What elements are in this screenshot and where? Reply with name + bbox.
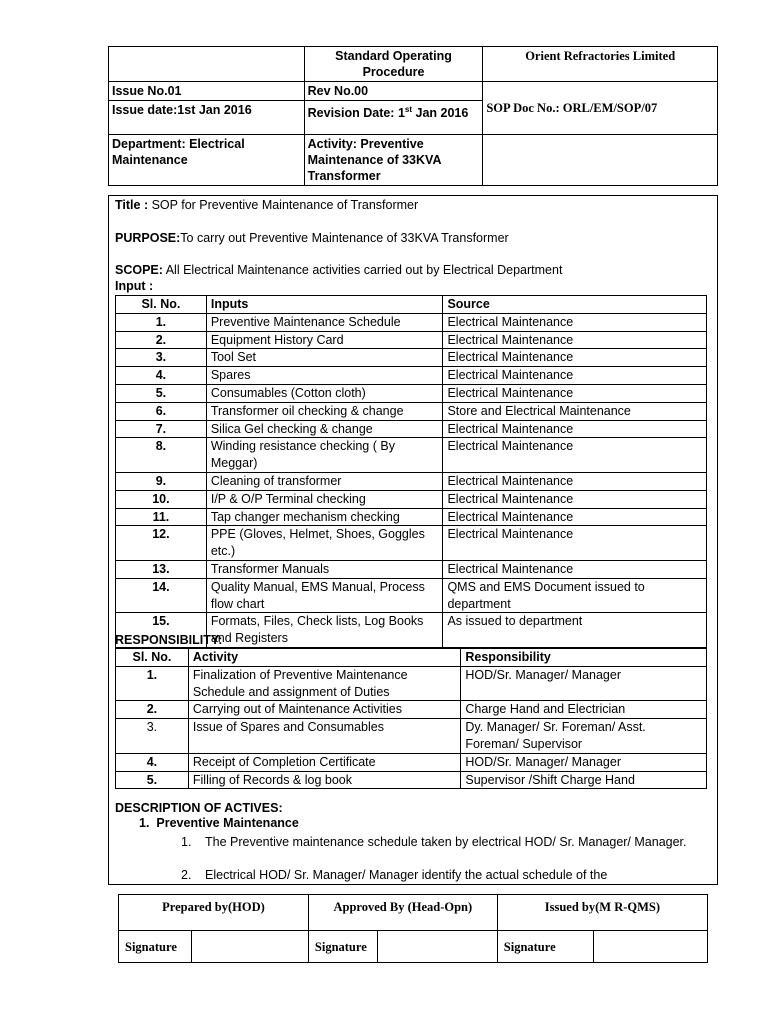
signature-field-prepared[interactable]: [192, 931, 309, 963]
header-table: [108, 46, 718, 186]
description-label: DESCRIPTION OF ACTIVES:: [115, 801, 283, 815]
serial-cell: 14.: [116, 578, 207, 613]
column-header: Sl. No.: [116, 649, 189, 667]
input-cell: Cleaning of transformer: [206, 472, 443, 490]
serial-cell: 5.: [116, 771, 189, 789]
issue-no: Issue No.01: [109, 82, 305, 101]
sop-doc-no: SOP Doc No.: ORL/EM/SOP/07: [483, 82, 718, 135]
input-cell: I/P & O/P Terminal checking: [206, 490, 443, 508]
responsibility-cell: HOD/Sr. Manager/ Manager: [461, 753, 707, 771]
table-row: [116, 402, 707, 420]
title-line: Title : SOP for Preventive Maintenance of Transformer: [115, 198, 419, 212]
activity-cell: Receipt of Completion Certificate: [188, 753, 461, 771]
serial-cell: 1.: [116, 313, 207, 331]
approved-by-label: Approved By (Head-Opn): [308, 895, 497, 931]
column-header: Sl. No.: [116, 296, 207, 314]
input-cell: Quality Manual, EMS Manual, Process flow chart: [206, 578, 443, 613]
responsibility-cell: Supervisor /Shift Charge Hand: [461, 771, 707, 789]
serial-cell: 3.: [116, 349, 207, 367]
input-cell: Formats, Files, Check lists, Log Books and Registers: [206, 613, 443, 648]
table-row: [116, 438, 707, 473]
serial-cell: 2.: [116, 331, 207, 349]
source-cell: Electrical Maintenance: [443, 313, 707, 331]
activity-cell: Issue of Spares and Consumables: [188, 719, 461, 754]
responsibility-cell: Dy. Manager/ Sr. Foreman/ Asst. Foreman/ Supervisor: [461, 719, 707, 754]
serial-cell: 1.: [116, 666, 189, 701]
serial-cell: 4.: [116, 367, 207, 385]
revision-date: Revision Date: 1st Jan 2016: [304, 101, 483, 135]
source-cell: Electrical Maintenance: [443, 508, 707, 526]
serial-cell: 9.: [116, 472, 207, 490]
company-name: Orient Refractories Limited: [483, 47, 718, 82]
source-cell: Electrical Maintenance: [443, 367, 707, 385]
source-cell: Store and Electrical Maintenance: [443, 402, 707, 420]
inputs-header-row: [116, 296, 707, 314]
input-cell: Silica Gel checking & change: [206, 420, 443, 438]
serial-cell: 7.: [116, 420, 207, 438]
source-cell: Electrical Maintenance: [443, 420, 707, 438]
responsibility-header-row: [116, 649, 707, 667]
responsibility-cell: HOD/Sr. Manager/ Manager: [461, 666, 707, 701]
serial-cell: 11.: [116, 508, 207, 526]
table-row: [116, 526, 707, 561]
approval-table: [118, 894, 708, 963]
table-row: [116, 367, 707, 385]
department: Department: Electrical Maintenance: [109, 135, 305, 186]
serial-cell: 13.: [116, 560, 207, 578]
sop-title: Standard Operating Procedure: [304, 47, 483, 82]
table-row: [116, 472, 707, 490]
responsibility-label: RESPONSIBILITY:: [115, 633, 223, 647]
input-cell: Transformer oil checking & change: [206, 402, 443, 420]
activity: Activity: Preventive Maintenance of 33KVA Transformer: [304, 135, 483, 186]
header-empty-cell: [483, 135, 718, 186]
source-cell: Electrical Maintenance: [443, 438, 707, 473]
table-row: [116, 349, 707, 367]
source-cell: Electrical Maintenance: [443, 384, 707, 402]
source-cell: Electrical Maintenance: [443, 472, 707, 490]
activity-cell: Finalization of Preventive Maintenance Schedule and assignment of Duties: [188, 666, 461, 701]
scope-line: SCOPE: All Electrical Maintenance activities carried out by Electrical Department: [115, 263, 563, 277]
table-row: [116, 490, 707, 508]
table-row: [116, 313, 707, 331]
rev-no: Rev No.00: [304, 82, 483, 101]
step-item-2: 2. Electrical HOD/ Sr. Manager/ Manager identify the actual schedule of the: [181, 868, 608, 882]
inputs-table: [115, 295, 707, 648]
serial-cell: 4.: [116, 753, 189, 771]
source-cell: Electrical Maintenance: [443, 331, 707, 349]
input-cell: Tool Set: [206, 349, 443, 367]
source-cell: Electrical Maintenance: [443, 349, 707, 367]
source-cell: As issued to department: [443, 613, 707, 648]
signature-label-prepared: Signature: [119, 931, 192, 963]
input-cell: Preventive Maintenance Schedule: [206, 313, 443, 331]
signature-field-issued[interactable]: [594, 931, 708, 963]
input-cell: Transformer Manuals: [206, 560, 443, 578]
step-item-1: 1. The Preventive maintenance schedule taken by electrical HOD/ Sr. Manager/ Manager.: [181, 835, 687, 849]
header-blank-cell: [109, 47, 305, 82]
input-label: Input :: [115, 279, 154, 293]
table-row: [116, 719, 707, 754]
column-header: Responsibility: [461, 649, 707, 667]
signature-field-approved[interactable]: [377, 931, 497, 963]
serial-cell: 5.: [116, 384, 207, 402]
issue-date: Issue date:1st Jan 2016: [109, 101, 305, 135]
activity-cell: Carrying out of Maintenance Activities: [188, 701, 461, 719]
serial-cell: 8.: [116, 438, 207, 473]
column-header: Source: [443, 296, 707, 314]
source-cell: QMS and EMS Document issued to department: [443, 578, 707, 613]
input-cell: Spares: [206, 367, 443, 385]
column-header: Inputs: [206, 296, 443, 314]
purpose-line: PURPOSE:To carry out Preventive Maintenance of 33KVA Transformer: [115, 231, 509, 245]
activity-cell: Filling of Records & log book: [188, 771, 461, 789]
table-row: [116, 578, 707, 613]
serial-cell: 10.: [116, 490, 207, 508]
table-row: [116, 560, 707, 578]
column-header: Activity: [188, 649, 461, 667]
table-row: [116, 384, 707, 402]
table-row: [116, 753, 707, 771]
issued-by-label: Issued by(M R-QMS): [497, 895, 707, 931]
serial-cell: 12.: [116, 526, 207, 561]
serial-cell: 3.: [116, 719, 189, 754]
responsibility-cell: Charge Hand and Electrician: [461, 701, 707, 719]
source-cell: Electrical Maintenance: [443, 490, 707, 508]
table-row: [116, 701, 707, 719]
sop-body: [108, 195, 718, 885]
table-row: [116, 771, 707, 789]
prepared-by-label: Prepared by(HOD): [119, 895, 309, 931]
table-row: [116, 666, 707, 701]
source-cell: Electrical Maintenance: [443, 526, 707, 561]
table-row: [116, 331, 707, 349]
source-cell: Electrical Maintenance: [443, 560, 707, 578]
input-cell: Equipment History Card: [206, 331, 443, 349]
serial-cell: 6.: [116, 402, 207, 420]
input-cell: Consumables (Cotton cloth): [206, 384, 443, 402]
input-cell: Tap changer mechanism checking: [206, 508, 443, 526]
section-heading: 1. Preventive Maintenance: [139, 816, 299, 830]
responsibility-table: [115, 648, 707, 789]
input-cell: Winding resistance checking ( By Meggar): [206, 438, 443, 473]
signature-label-approved: Signature: [308, 931, 377, 963]
signature-label-issued: Signature: [497, 931, 593, 963]
table-row: [116, 508, 707, 526]
serial-cell: 15.: [116, 613, 207, 648]
serial-cell: 2.: [116, 701, 189, 719]
table-row: [116, 420, 707, 438]
input-cell: PPE (Gloves, Helmet, Shoes, Goggles etc.): [206, 526, 443, 561]
